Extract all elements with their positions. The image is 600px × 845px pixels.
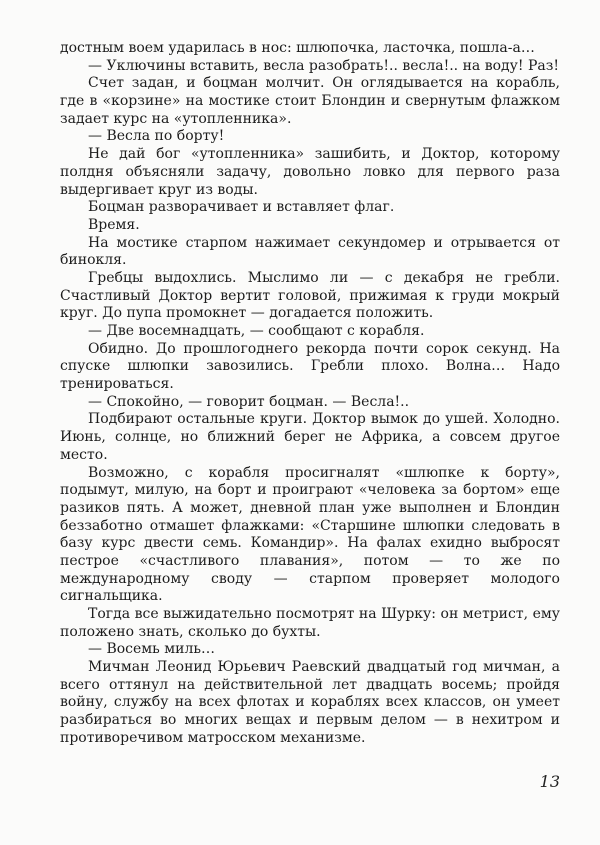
paragraph-7: Время.	[88, 216, 140, 233]
paragraph-3: Счет задан, и боцман молчит. Он оглядывается на корабль, где в «корзине» на мостике стоит Блондин и свернутым флажком задает курс на «утопленника».	[60, 75, 560, 127]
paragraph-2: — Уключины вставить, весла разобрать!.. весла!.. на воду! Раз!	[88, 57, 559, 74]
paragraph-9: Гребцы выдохлись. Мыслимо ли — с декабря не гребли. Счастливый Доктор вертит головой, прижимая к груди мокрый круг. До пупа промокнет — догадается положить.	[60, 269, 560, 322]
paragraph-8: На мостике старпом нажимает секундомер и отрывается от бинокля.	[60, 234, 560, 269]
paragraph-6: Боцман разворачивает и вставляет флаг.	[88, 199, 395, 216]
paragraph-13: Подбирают остальные круги. Доктор вымок до ушей. Холодно. Июнь, солнце, но ближний берег не Африка, а совсем другое место.	[60, 411, 560, 463]
paragraph-15: Тогда все выжидательно посмотрят на Шурку: он метрист, ему положено знать, сколько до бухты.	[60, 606, 560, 640]
paragraph-4: — Весла по борту!	[88, 128, 225, 145]
paragraph-11: Обидно. До прошлогоднего рекорда почти сорок секунд. На спуске шлюпки завозились. Гребли плохо. Волна… Надо тренироваться.	[60, 340, 560, 393]
paragraph-10: — Две восемнадцать, — сообщают с корабля.	[88, 323, 425, 339]
page-body-text	[60, 40, 560, 748]
paragraph-17: Мичман Леонид Юрьевич Раевский двадцатый год мичман, а всего оттянул на действительной лет двадцать восемь; пройдя войну, службу на всех флотах и кораблях всех классов, он умеет разбираться во многих вещах и первым делом — в нехитром и противоречивом матросском механизме.	[60, 659, 560, 746]
page-number: 13	[539, 772, 560, 791]
paragraph-1: достным воем ударилась в нос: шлюпочка, ласточка, пошла-а…	[60, 40, 535, 56]
paragraph-5: Не дай бог «утопленника» зашибить, и Доктор, которому полдня объясняли задачу, довольно ловко для первого раза выдергивает круг из воды.	[60, 146, 560, 198]
paragraph-16: — Восемь миль…	[88, 641, 215, 658]
paragraph-12: — Спокойно, — говорит боцман. — Весла!..	[88, 393, 410, 410]
paragraph-14: Возможно, с корабля просигналят «шлюпке к борту», подымут, милую, на борт и проиграют «человека за бортом» еще разиков пять. А может, дневной план уже выполнен и Блондин беззаботно отмашет флажками: «Старшине шлюпки следовать в базу курс двести семь. Командир». На фалах ехидно выбросят пестрое «счастливого плавания», потом — то же по международному своду — старпом проверяет молодого сигнальщика.	[60, 464, 560, 605]
